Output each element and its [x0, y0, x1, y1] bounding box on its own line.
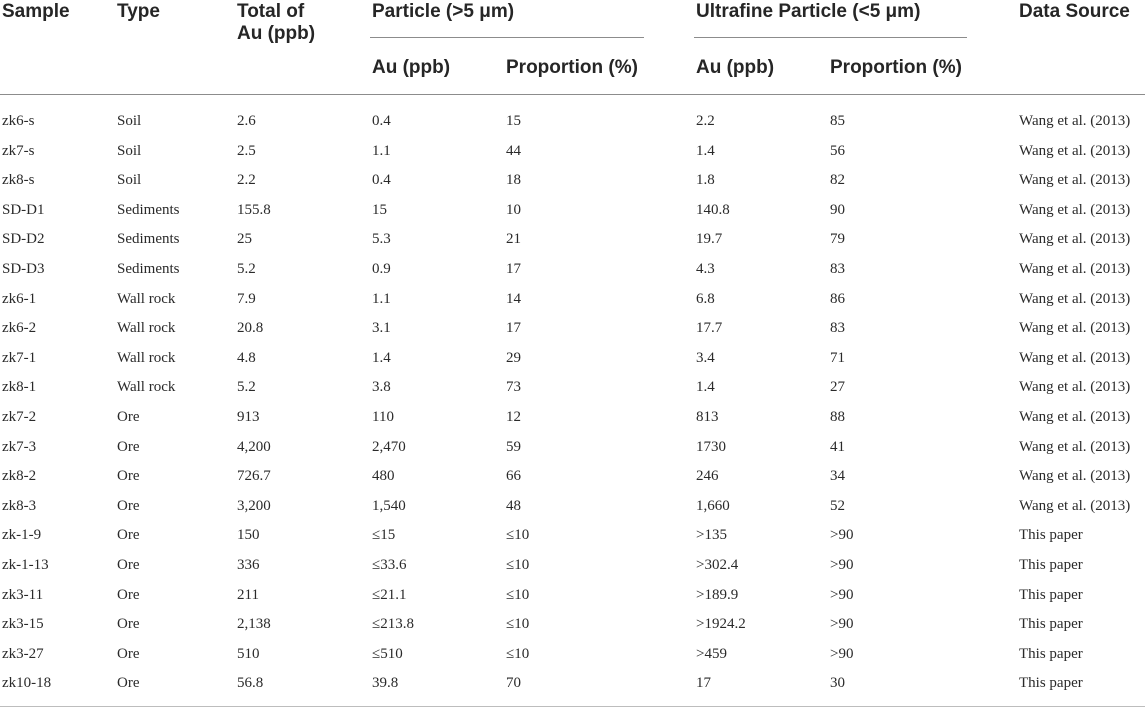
cell-type: Wall rock [117, 290, 176, 307]
cell-total-au: 2.5 [237, 142, 256, 159]
table-row [0, 373, 1145, 403]
cell-sample: zk-1-9 [2, 527, 42, 544]
cell-sample: zk8-2 [2, 468, 37, 485]
cell-data-source: Wang et al. (2013) [1019, 438, 1131, 455]
cell-sample: zk8-1 [2, 379, 37, 396]
cell-data-source: This paper [1019, 527, 1083, 544]
cell-ultrafine-au: 17 [696, 675, 711, 692]
cell-particle-proportion: 44 [506, 142, 521, 159]
cell-particle-proportion: ≤10 [506, 586, 530, 603]
cell-sample: zk8-3 [2, 497, 37, 514]
cell-type: Wall rock [117, 320, 176, 337]
cell-ultrafine-au: 1.8 [696, 172, 715, 189]
cell-ultrafine-au: 140.8 [696, 201, 730, 218]
table-row [0, 581, 1145, 611]
cell-sample: SD-D3 [2, 260, 45, 277]
cell-sample: zk7-2 [2, 408, 37, 425]
cell-ultrafine-au: 813 [696, 408, 719, 425]
cell-particle-proportion: ≤10 [506, 616, 530, 633]
cell-sample: SD-D1 [2, 201, 45, 218]
cell-type: Ore [117, 527, 140, 544]
table-row [0, 137, 1145, 167]
cell-particle-proportion: 15 [506, 113, 521, 129]
cell-total-au: 726.7 [237, 468, 271, 485]
cell-particle-proportion: 66 [506, 468, 521, 485]
table-row [0, 166, 1145, 196]
cell-particle-proportion: 48 [506, 497, 521, 514]
cell-ultrafine-au: 1.4 [696, 142, 715, 159]
cell-particle-au: 0.9 [372, 260, 391, 277]
table-row [0, 669, 1145, 699]
cell-particle-au: ≤33.6 [372, 556, 407, 573]
header-bottom-rule [0, 94, 1145, 95]
cell-total-au: 211 [237, 586, 259, 603]
cell-particle-au: 0.4 [372, 172, 391, 189]
header-type: Type [117, 1, 160, 22]
cell-total-au: 4,200 [237, 438, 271, 455]
cell-particle-au: 5.3 [372, 231, 391, 248]
header-total-au-line1: Total of [237, 1, 305, 22]
cell-data-source: Wang et al. (2013) [1019, 290, 1131, 307]
cell-particle-au: 1.1 [372, 142, 391, 159]
cell-data-source: Wang et al. (2013) [1019, 408, 1131, 425]
cell-ultrafine-proportion: 30 [830, 675, 845, 692]
cell-type: Sediments [117, 231, 180, 248]
table-row [0, 433, 1145, 463]
cell-particle-au: ≤213.8 [372, 616, 414, 633]
cell-sample: zk10-18 [2, 675, 52, 692]
cell-ultrafine-proportion: 83 [830, 260, 845, 277]
cell-total-au: 336 [237, 556, 260, 573]
cell-data-source: Wang et al. (2013) [1019, 468, 1131, 485]
table-row [0, 285, 1145, 315]
cell-data-source: This paper [1019, 616, 1083, 633]
cell-total-au: 150 [237, 527, 260, 544]
cell-sample: zk7-3 [2, 438, 37, 455]
cell-data-source: Wang et al. (2013) [1019, 379, 1131, 396]
cell-particle-proportion: 21 [506, 231, 521, 248]
cell-sample: zk-1-13 [2, 556, 49, 573]
cell-type: Ore [117, 675, 140, 692]
cell-particle-au: 3.1 [372, 320, 391, 337]
cell-particle-proportion: 10 [506, 201, 521, 218]
cell-total-au: 3,200 [237, 497, 271, 514]
cell-ultrafine-au: 1730 [696, 438, 726, 455]
cell-ultrafine-au: >459 [696, 645, 727, 662]
header-ultrafine-au: Au (ppb) [696, 57, 775, 78]
table-row [0, 462, 1145, 492]
cell-sample: zk3-27 [2, 645, 44, 662]
cell-type: Ore [117, 438, 140, 455]
cell-type: Wall rock [117, 379, 176, 396]
header-particle-au: Au (ppb) [372, 57, 451, 78]
cell-data-source: Wang et al. (2013) [1019, 201, 1131, 218]
table-row [0, 610, 1145, 640]
cell-ultrafine-proportion: 86 [830, 290, 845, 307]
cell-ultrafine-au: 19.7 [696, 231, 723, 248]
table-row [0, 225, 1145, 255]
cell-particle-proportion: 17 [506, 260, 521, 277]
cell-particle-proportion: 12 [506, 408, 521, 425]
cell-ultrafine-proportion: 52 [830, 497, 845, 514]
cell-ultrafine-proportion: 82 [830, 172, 845, 189]
table-body [0, 107, 1145, 699]
cell-sample: zk3-11 [2, 586, 44, 603]
cell-particle-proportion: 29 [506, 349, 521, 366]
cell-ultrafine-proportion: 85 [830, 113, 845, 129]
cell-data-source: Wang et al. (2013) [1019, 320, 1131, 337]
cell-data-source: This paper [1019, 586, 1083, 603]
cell-total-au: 5.2 [237, 260, 256, 277]
cell-type: Sediments [117, 260, 180, 277]
cell-ultrafine-proportion: >90 [830, 645, 854, 662]
cell-ultrafine-au: >1924.2 [696, 616, 746, 633]
table-row [0, 314, 1145, 344]
table-bottom-rule [0, 706, 1145, 707]
table-row [0, 255, 1145, 285]
cell-data-source: Wang et al. (2013) [1019, 497, 1131, 514]
cell-type: Ore [117, 645, 140, 662]
cell-ultrafine-proportion: 79 [830, 231, 845, 248]
cell-total-au: 56.8 [237, 675, 264, 692]
cell-data-source: Wang et al. (2013) [1019, 142, 1131, 159]
cell-particle-au: 1,540 [372, 497, 406, 514]
cell-particle-proportion: 17 [506, 320, 521, 337]
cell-ultrafine-proportion: 71 [830, 349, 845, 366]
cell-ultrafine-proportion: 41 [830, 438, 845, 455]
cell-type: Sediments [117, 201, 180, 218]
cell-particle-au: 3.8 [372, 379, 391, 396]
header-particle-group: Particle (>5 μm) [372, 1, 515, 22]
particle-group-rule [370, 37, 644, 38]
cell-ultrafine-au: >189.9 [696, 586, 739, 603]
cell-ultrafine-proportion: 34 [830, 468, 845, 485]
cell-ultrafine-au: 1.4 [696, 379, 715, 396]
cell-sample: SD-D2 [2, 231, 45, 248]
cell-particle-au: ≤21.1 [372, 586, 407, 603]
cell-ultrafine-proportion: >90 [830, 616, 854, 633]
cell-type: Ore [117, 408, 140, 425]
cell-type: Ore [117, 586, 140, 603]
table-row [0, 492, 1145, 522]
cell-ultrafine-au: 3.4 [696, 349, 715, 366]
cell-particle-proportion: 70 [506, 675, 521, 692]
cell-particle-proportion: ≤10 [506, 556, 530, 573]
header-particle-proportion: Proportion (%) [506, 57, 638, 78]
cell-particle-au: 2,470 [372, 438, 406, 455]
cell-particle-au: 15 [372, 201, 387, 218]
cell-ultrafine-proportion: >90 [830, 527, 854, 544]
cell-data-source: Wang et al. (2013) [1019, 349, 1131, 366]
cell-particle-proportion: ≤10 [506, 645, 530, 662]
table-row [0, 196, 1145, 226]
cell-sample: zk7-1 [2, 349, 37, 366]
cell-sample: zk6-1 [2, 290, 37, 307]
cell-particle-au: 39.8 [372, 675, 399, 692]
cell-total-au: 2.2 [237, 172, 256, 189]
cell-total-au: 5.2 [237, 379, 256, 396]
cell-total-au: 20.8 [237, 320, 264, 337]
cell-particle-au: 1.1 [372, 290, 391, 307]
cell-particle-au: ≤510 [372, 645, 403, 662]
cell-total-au: 155.8 [237, 201, 271, 218]
cell-particle-au: 1.4 [372, 349, 391, 366]
table-row [0, 403, 1145, 433]
cell-total-au: 2.6 [237, 113, 256, 129]
cell-total-au: 7.9 [237, 290, 256, 307]
cell-data-source: Wang et al. (2013) [1019, 172, 1131, 189]
cell-ultrafine-proportion: 90 [830, 201, 845, 218]
cell-particle-proportion: 59 [506, 438, 521, 455]
table-row [0, 344, 1145, 374]
table-row [0, 551, 1145, 581]
cell-ultrafine-au: 1,660 [696, 497, 730, 514]
cell-total-au: 2,138 [237, 616, 271, 633]
cell-data-source: This paper [1019, 645, 1083, 662]
cell-data-source: Wang et al. (2013) [1019, 260, 1131, 277]
cell-data-source: Wang et al. (2013) [1019, 231, 1131, 248]
cell-sample: zk7-s [2, 142, 35, 159]
cell-particle-proportion: 18 [506, 172, 521, 189]
cell-type: Soil [117, 113, 142, 129]
cell-ultrafine-au: 17.7 [696, 320, 723, 337]
header-data-source: Data Source [1019, 1, 1130, 22]
cell-particle-proportion: 14 [506, 290, 521, 307]
cell-ultrafine-au: 6.8 [696, 290, 715, 307]
cell-type: Wall rock [117, 349, 176, 366]
ultrafine-group-rule [694, 37, 967, 38]
cell-total-au: 25 [237, 231, 252, 248]
header-sample: Sample [2, 1, 70, 22]
cell-total-au: 913 [237, 408, 260, 425]
cell-type: Ore [117, 468, 140, 485]
cell-ultrafine-au: >135 [696, 527, 727, 544]
table-row [0, 640, 1145, 670]
cell-particle-au: 480 [372, 468, 395, 485]
cell-data-source: This paper [1019, 556, 1083, 573]
cell-type: Ore [117, 556, 140, 573]
table-row [0, 521, 1145, 551]
cell-ultrafine-proportion: 27 [830, 379, 845, 396]
cell-ultrafine-proportion: 56 [830, 142, 845, 159]
cell-sample: zk8-s [2, 172, 35, 189]
cell-type: Ore [117, 497, 140, 514]
cell-type: Soil [117, 142, 142, 159]
cell-data-source: This paper [1019, 675, 1083, 692]
cell-sample: zk6-s [2, 113, 35, 129]
cell-total-au: 4.8 [237, 349, 256, 366]
cell-ultrafine-proportion: 83 [830, 320, 845, 337]
header-total-au-line2: Au (ppb) [237, 23, 316, 44]
cell-sample: zk3-15 [2, 616, 44, 633]
cell-ultrafine-proportion: >90 [830, 556, 854, 573]
cell-ultrafine-proportion: 88 [830, 408, 845, 425]
cell-sample: zk6-2 [2, 320, 37, 337]
cell-ultrafine-au: >302.4 [696, 556, 739, 573]
table-row [0, 107, 1145, 137]
cell-particle-au: ≤15 [372, 527, 396, 544]
cell-ultrafine-au: 246 [696, 468, 719, 485]
header-ultrafine-group: Ultrafine Particle (<5 μm) [696, 1, 921, 22]
cell-particle-proportion: ≤10 [506, 527, 530, 544]
header-ultrafine-proportion: Proportion (%) [830, 57, 962, 78]
cell-ultrafine-proportion: >90 [830, 586, 854, 603]
cell-type: Ore [117, 616, 140, 633]
cell-ultrafine-au: 2.2 [696, 113, 715, 129]
cell-total-au: 510 [237, 645, 260, 662]
cell-particle-proportion: 73 [506, 379, 521, 396]
cell-ultrafine-au: 4.3 [696, 260, 715, 277]
cell-data-source: Wang et al. (2013) [1019, 113, 1131, 129]
cell-particle-au: 110 [372, 408, 394, 425]
cell-type: Soil [117, 172, 142, 189]
cell-particle-au: 0.4 [372, 113, 391, 129]
